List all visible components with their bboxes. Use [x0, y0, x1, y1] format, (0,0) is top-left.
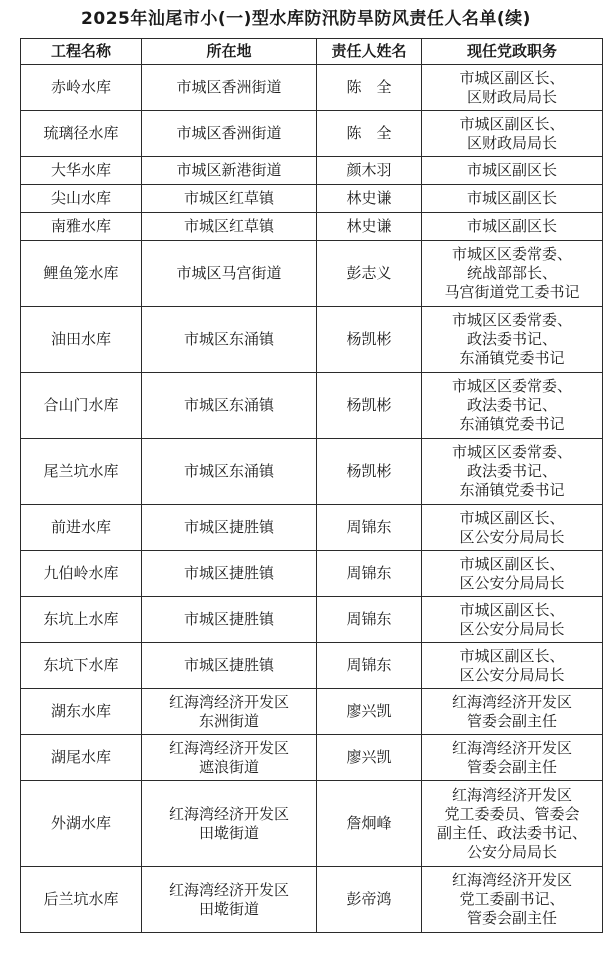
cell-position	[422, 111, 603, 157]
cell-position	[422, 373, 603, 439]
table-row	[21, 65, 603, 111]
cell-person-name: 陈 全	[317, 111, 422, 157]
cell-project-name: 鲤鱼笼水库	[21, 241, 142, 307]
cell-location-line: 市城区东涌镇	[183, 330, 274, 348]
header-position: 现任党政职务	[422, 39, 603, 65]
table-row	[21, 689, 603, 735]
cell-location-line: 红海湾经济开发区	[168, 738, 289, 757]
cell-position-line: 区财政局局长	[466, 133, 557, 152]
cell-position-line: 市城区副区长、	[459, 68, 565, 87]
cell-position-line: 管委会副主任	[466, 711, 557, 730]
cell-position	[422, 241, 603, 307]
table-row	[21, 185, 603, 213]
cell-position-line: 区公安分局局长	[459, 619, 565, 638]
document-title: 2025年汕尾市小(一)型水库防汛防旱防风责任人名单(续)	[81, 9, 531, 29]
table-row	[21, 597, 603, 643]
cell-person-name: 周锦东	[317, 551, 422, 597]
table-row	[21, 111, 603, 157]
cell-person-name: 彭帝鸿	[317, 867, 422, 933]
cell-project-name: 东坑上水库	[21, 597, 142, 643]
cell-person-name: 陈 全	[317, 65, 422, 111]
cell-position	[422, 213, 603, 241]
cell-location	[142, 735, 317, 781]
cell-project-name: 油田水库	[21, 307, 142, 373]
cell-location	[142, 111, 317, 157]
cell-position-line: 管委会副主任	[466, 757, 557, 776]
cell-position-line: 市城区区委常委、	[451, 377, 572, 395]
cell-project-name: 外湖水库	[21, 781, 142, 867]
cell-location-line: 市城区捷胜镇	[183, 656, 274, 674]
cell-position-line: 区公安分局局长	[459, 527, 565, 546]
cell-location	[142, 781, 317, 867]
cell-position	[422, 689, 603, 735]
cell-position-line: 政法委书记、	[466, 462, 557, 480]
cell-location-line: 市城区香洲街道	[176, 124, 282, 142]
cell-position-line: 市城区副区长、	[459, 600, 565, 619]
table-row	[21, 867, 603, 933]
cell-location	[142, 307, 317, 373]
cell-position-line: 市城区区委常委、	[451, 311, 572, 329]
cell-position	[422, 735, 603, 781]
cell-location	[142, 439, 317, 505]
cell-position	[422, 307, 603, 373]
table-row	[21, 439, 603, 505]
cell-location-line: 市城区红草镇	[183, 189, 274, 207]
cell-location-line: 市城区东涌镇	[183, 396, 274, 414]
cell-position	[422, 157, 603, 185]
cell-project-name: 合山门水库	[21, 373, 142, 439]
cell-location	[142, 65, 317, 111]
cell-project-name: 尾兰坑水库	[21, 439, 142, 505]
table-row	[21, 213, 603, 241]
table-row	[21, 157, 603, 185]
header-project-name: 工程名称	[21, 39, 142, 65]
table-row	[21, 241, 603, 307]
cell-location-line: 遮浪街道	[198, 757, 259, 776]
cell-person-name: 周锦东	[317, 505, 422, 551]
cell-position-line: 政法委书记、	[466, 396, 557, 414]
cell-person-name: 杨凯彬	[317, 373, 422, 439]
cell-position	[422, 65, 603, 111]
cell-location-line: 市城区新港街道	[176, 161, 282, 179]
cell-location	[142, 241, 317, 307]
responsibility-table	[20, 38, 603, 933]
cell-location	[142, 867, 317, 933]
cell-position-line: 市城区副区长、	[459, 646, 565, 665]
cell-position	[422, 185, 603, 213]
cell-project-name: 赤岭水库	[21, 65, 142, 111]
cell-project-name: 大华水库	[21, 157, 142, 185]
cell-location	[142, 689, 317, 735]
cell-position-line: 党工委委员、管委会	[444, 804, 580, 823]
cell-person-name: 颜木羽	[317, 157, 422, 185]
cell-project-name: 湖尾水库	[21, 735, 142, 781]
cell-location-line: 红海湾经济开发区	[168, 880, 289, 899]
cell-location	[142, 157, 317, 185]
cell-location-line: 市城区东涌镇	[183, 462, 274, 480]
cell-location-line: 市城区红草镇	[183, 217, 274, 235]
table-row	[21, 505, 603, 551]
cell-position	[422, 439, 603, 505]
cell-location-line: 红海湾经济开发区	[168, 692, 289, 711]
cell-position-line: 红海湾经济开发区	[451, 692, 572, 711]
cell-position-line: 区财政局局长	[466, 87, 557, 106]
cell-project-name: 尖山水库	[21, 185, 142, 213]
header-person-name: 责任人姓名	[317, 39, 422, 65]
cell-position-line: 管委会副主任	[466, 909, 557, 927]
cell-person-name: 林史谦	[317, 185, 422, 213]
cell-position	[422, 781, 603, 867]
cell-location-line: 市城区马宫街道	[176, 264, 282, 282]
cell-location-line: 红海湾经济开发区	[168, 804, 289, 823]
cell-location	[142, 597, 317, 643]
cell-location-line: 田墘街道	[198, 899, 259, 918]
table-row	[21, 551, 603, 597]
cell-position-line: 马宫街道党工委书记	[444, 283, 580, 301]
table-row	[21, 735, 603, 781]
cell-position-line: 东涌镇党委书记	[459, 349, 565, 367]
cell-project-name: 前进水库	[21, 505, 142, 551]
cell-project-name: 后兰坑水库	[21, 867, 142, 933]
cell-position-line: 市城区副区长	[466, 161, 557, 179]
cell-position-line: 党工委副书记、	[459, 890, 565, 908]
cell-location	[142, 213, 317, 241]
cell-location	[142, 643, 317, 689]
cell-position-line: 市城区区委常委、	[451, 443, 572, 461]
cell-person-name: 詹炯峰	[317, 781, 422, 867]
cell-position-line: 市城区副区长	[466, 189, 557, 207]
cell-project-name: 琉璃径水库	[21, 111, 142, 157]
cell-position-line: 市城区副区长、	[459, 554, 565, 573]
cell-position-line: 东涌镇党委书记	[459, 415, 565, 433]
cell-position	[422, 505, 603, 551]
cell-position-line: 市城区区委常委、	[451, 245, 572, 263]
cell-position-line: 政法委书记、	[466, 330, 557, 348]
cell-position-line: 公安分局局长	[466, 842, 557, 861]
table-header-row	[21, 39, 603, 65]
cell-position-line: 副主任、政法委书记、	[436, 823, 587, 842]
cell-project-name: 湖东水库	[21, 689, 142, 735]
cell-position-line: 统战部部长、	[466, 264, 557, 282]
cell-position	[422, 597, 603, 643]
cell-location-line: 市城区香洲街道	[176, 78, 282, 96]
cell-position-line: 红海湾经济开发区	[451, 785, 572, 804]
cell-location	[142, 505, 317, 551]
cell-person-name: 彭志义	[317, 241, 422, 307]
cell-location-line: 市城区捷胜镇	[183, 564, 274, 582]
cell-project-name: 东坑下水库	[21, 643, 142, 689]
cell-person-name: 廖兴凯	[317, 735, 422, 781]
cell-position	[422, 867, 603, 933]
table-row	[21, 781, 603, 867]
cell-project-name: 九伯岭水库	[21, 551, 142, 597]
cell-location-line: 市城区捷胜镇	[183, 518, 274, 536]
cell-position-line: 市城区副区长、	[459, 114, 565, 133]
table-body	[21, 65, 603, 933]
cell-position-line: 区公安分局局长	[459, 573, 565, 592]
cell-person-name: 周锦东	[317, 643, 422, 689]
cell-project-name: 南雅水库	[21, 213, 142, 241]
cell-person-name: 林史谦	[317, 213, 422, 241]
cell-location	[142, 373, 317, 439]
table-row	[21, 373, 603, 439]
cell-position-line: 红海湾经济开发区	[451, 871, 572, 889]
header-location: 所在地	[142, 39, 317, 65]
cell-person-name: 周锦东	[317, 597, 422, 643]
cell-position-line: 红海湾经济开发区	[451, 738, 572, 757]
cell-person-name: 杨凯彬	[317, 439, 422, 505]
cell-position-line: 区公安分局局长	[459, 665, 565, 684]
table-row	[21, 307, 603, 373]
cell-location-line: 东洲街道	[198, 711, 259, 730]
cell-person-name: 杨凯彬	[317, 307, 422, 373]
cell-position	[422, 643, 603, 689]
cell-position-line: 市城区副区长、	[459, 508, 565, 527]
cell-position	[422, 551, 603, 597]
table-row	[21, 643, 603, 689]
cell-location	[142, 185, 317, 213]
cell-person-name: 廖兴凯	[317, 689, 422, 735]
cell-location	[142, 551, 317, 597]
cell-location-line: 田墘街道	[198, 823, 259, 842]
cell-position-line: 东涌镇党委书记	[459, 481, 565, 499]
cell-position-line: 市城区副区长	[466, 217, 557, 235]
cell-location-line: 市城区捷胜镇	[183, 610, 274, 628]
